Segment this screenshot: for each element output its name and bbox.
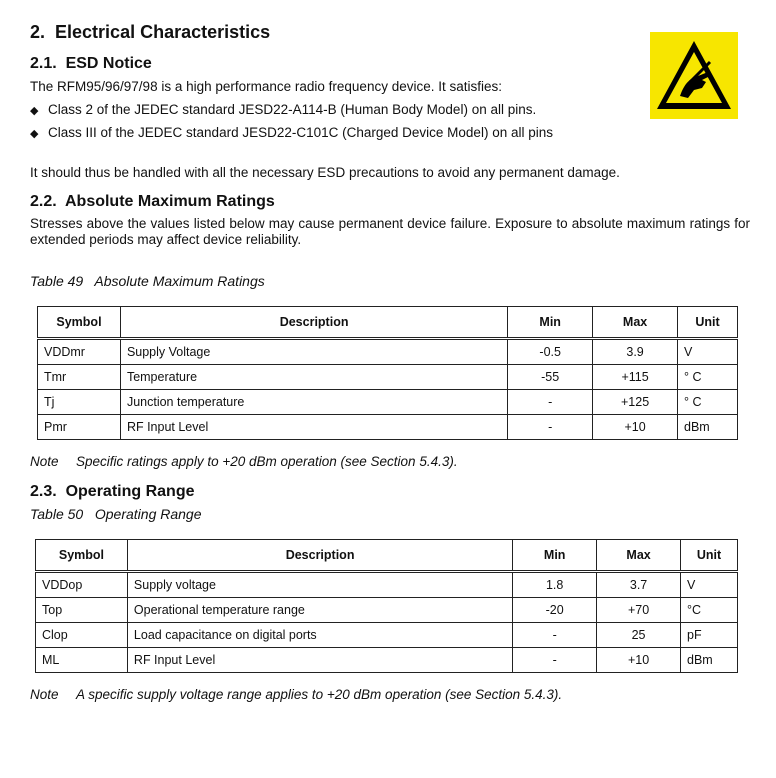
- table-49: [37, 306, 738, 440]
- col-header-max: Max: [597, 540, 681, 572]
- table-row: Clop Load capacitance on digital ports - 25 pF: [36, 623, 738, 648]
- table-50: [35, 539, 738, 673]
- col-header-description: Description: [127, 540, 512, 572]
- col-header-symbol: Symbol: [38, 307, 121, 339]
- table-49-caption: Table 49 Absolute Maximum Ratings: [30, 273, 265, 289]
- table-50-caption: Table 50 Operating Range: [30, 506, 202, 522]
- table-row: Tj Junction temperature - +125 ° C: [38, 390, 738, 415]
- table-row: ML RF Input Level - +10 dBm: [36, 648, 738, 673]
- esd-notice-heading: 2.1. ESD Notice: [30, 55, 152, 72]
- table-row: Pmr RF Input Level - +10 dBm: [38, 415, 738, 440]
- esd-intro: The RFM95/96/97/98 is a high performance radio frequency device. It satisfies:: [30, 79, 502, 94]
- col-header-min: Min: [508, 307, 593, 339]
- section-number: 2.: [30, 22, 46, 42]
- col-header-max: Max: [593, 307, 678, 339]
- table-49-note: Note Specific ratings apply to +20 dBm operation (see Section 5.4.3).: [30, 454, 458, 469]
- section-heading: [30, 22, 270, 43]
- amr-text: Stresses above the values listed below may cause permanent device failure. Exposure to absolute maximum ratings for extended periods may affect device reliability.: [30, 216, 750, 247]
- section-title: Electrical Characteristics: [55, 22, 271, 42]
- col-header-unit: Unit: [681, 540, 738, 572]
- list-item: ◆ Class III of the JEDEC standard JESD22-C101C (Charged Device Model) on all pins: [30, 125, 553, 140]
- table-row: VDDop Supply voltage 1.8 3.7 V: [36, 572, 738, 598]
- col-header-description: Description: [120, 307, 507, 339]
- table-row: Tmr Temperature -55 +115 ° C: [38, 365, 738, 390]
- col-header-unit: Unit: [678, 307, 738, 339]
- bullet-icon: ◆: [30, 105, 39, 117]
- table-row: VDDmr Supply Voltage -0.5 3.9 V: [38, 339, 738, 365]
- esd-closing: It should thus be handled with all the necessary ESD precautions to avoid any permanent damage.: [30, 165, 620, 180]
- operating-range-heading: 2.3. Operating Range: [30, 483, 195, 500]
- amr-heading: 2.2. Absolute Maximum Ratings: [30, 193, 275, 210]
- table-50-note: Note A specific supply voltage range applies to +20 dBm operation (see Section 5.4.3).: [30, 687, 563, 702]
- col-header-min: Min: [513, 540, 597, 572]
- esd-warning-icon: [650, 32, 738, 119]
- col-header-symbol: Symbol: [36, 540, 128, 572]
- bullet-icon: ◆: [30, 128, 39, 140]
- table-row: Top Operational temperature range -20 +70 °C: [36, 598, 738, 623]
- list-item: ◆ Class 2 of the JEDEC standard JESD22-A114-B (Human Body Model) on all pins.: [30, 102, 537, 117]
